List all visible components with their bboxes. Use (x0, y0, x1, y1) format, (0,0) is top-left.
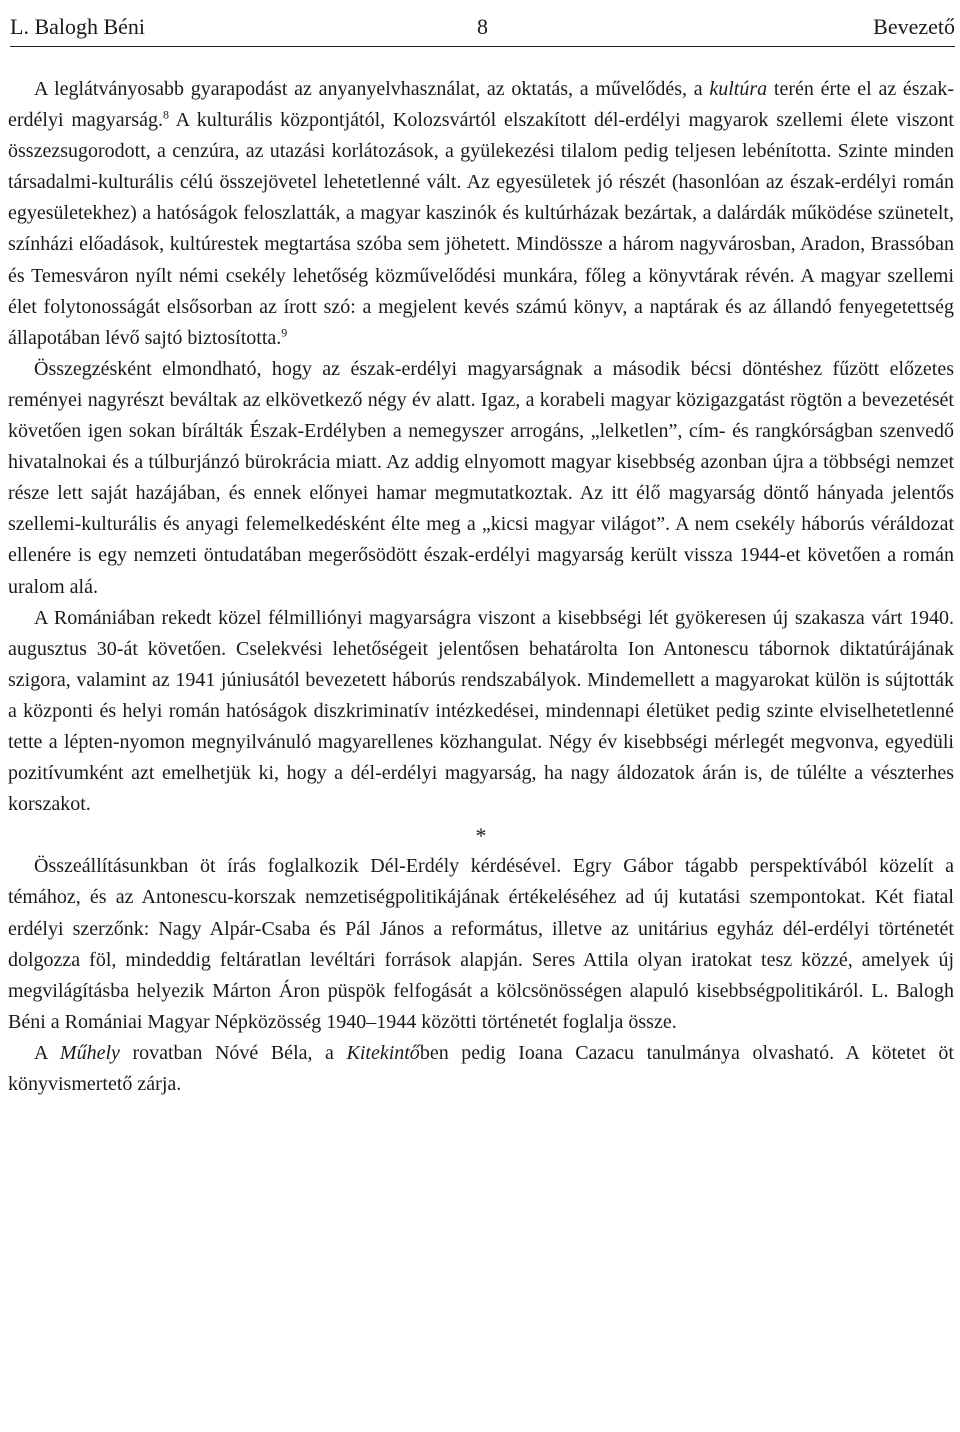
paragraph-3: A Romániában rekedt közel félmilliónyi magyarságra viszont a kisebbségi lét gyökeresen új szakasza várt 1940. augusztus 30-át követően. Cselekvési lehetőségeit jelentősen behatárolta Ion Antonescu tábornok diktatúrájának szigora, valamint az 1941 júniusától bevezetett háborús rendszabályok. Mindemellett a magyarokat külön is sújtották a központi és helyi román hatóságok diszkriminatív intézkedései, mindennapi életüket pedig szinte elviselhetetlenné tette a lépten-nyomon megnyilvánuló magyarellenes közhangulat. Négy év kisebbségi mérlegét megvonva, egyedüli pozitívumként azt emelhetjük ki, hogy a dél-erdélyi magyarság, ha nagy áldozatok árán is, de túlélte a vészterhes korszakot. (8, 606, 954, 816)
text-run: A (34, 1041, 60, 1064)
footnote-ref[interactable]: 9 (281, 325, 288, 340)
paragraph-1 (8, 74, 954, 354)
text-run: rovatban Nóvé Béla, a (119, 1041, 347, 1064)
header-section: Bevezető (873, 14, 955, 39)
header-page-number: 8 (477, 14, 488, 39)
italic-text: Műhely (59, 1041, 120, 1064)
text-run: terén érte el az észak-erdélyi magyarság. (8, 78, 955, 132)
body-text (8, 74, 954, 1100)
header-author: L. Balogh Béni (10, 14, 146, 39)
italic-text: kultúra (709, 78, 768, 100)
paragraph-2: Összegzésként elmondható, hogy az észak-erdélyi magyarságnak a második bécsi döntéshez fűzött előzetes reményei nagyrészt beváltak az elkövetkező négy év alatt. Igaz, a korabeli magyar közigazgatást rögtön a bevezetését követően igen sokan bírálták Észak-Erdélyben a nemegyszer arrogáns, „lelketlen”, cím- és rangkórságban szenvedő hivatalnokai és a túlburjánzó bürokrácia miatt. Az addig elnyomott magyar kisebbség azonban újra a többségi nemzet része lett saját hazájában, és ennek előnyei hamar megmutatkoztak. Az itt élő magyarság döntő hányada jelentős szellemi-kulturális és anyagi felemelkedésként élte meg a „kicsi magyar világot”. A nem csekély háborús véráldozat ellenére is egy nemzeti öntudatában megerősödött észak-erdélyi magyarság került vissza 1944-et követően a román uralom alá. (8, 357, 954, 598)
running-header (10, 6, 955, 47)
section-separator: * (475, 823, 487, 849)
footnote-ref[interactable]: 8 (162, 107, 169, 122)
text-run: ben pedig Ioana Cazacu tanulmánya olvasható. A kötetet öt könyvismertető zárja. (8, 1041, 954, 1095)
italic-text: Kitekintő (346, 1041, 420, 1064)
text-run: A leglátványosabb gyarapodást az anyanyelvhasználat, az oktatás, a művelődés, a (34, 78, 710, 100)
text-run: A kulturális központjától, Kolozsvártól elszakított dél-erdélyi magyarok szellemi élete viszont összezsugorodott, a cenzúra, az utazási korlátozások, a gyülekezési tilalom pedig teljesen lebénította. Szinte minden társadalmi-kulturális célú összejövetel lehetetlenné vált. Az egyesületek jó részét (hasonlóan az észak-erdélyi román egyesületekhez) a hatóságok feloszlatták, a magyar kaszinók és kultúrházak bezártak, a dalárdák működése szünetelt, színházi előadások, kultúrestek megtartása szóba sem jöhetett. Mindössze a három nagyvárosban, Aradon, Brassóban és Temesváron nyílt némi csekély lehetőség közművelődési munkára, főleg a könyvtárak révén. A magyar szellemi élet folytonosságát elsősorban az írott szó: a megjelent kevés számú könyv, a naptárak és az állandó fenyegetettség állapotában lévő sajtó biztosította. (8, 109, 954, 349)
paragraph-5 (8, 1038, 954, 1100)
paragraph-4: Összeállításunkban öt írás foglalkozik Dél-Erdély kérdésével. Egry Gábor tágabb perspektívából közelít a témához, és az Antonescu-korszak nemzetiségpolitikájának értékeléséhez ad új kutatási szempontokat. Két fiatal erdélyi szerzőnk: Nagy Alpár-Csaba és Pál János a református, illetve az unitárius egyház dél-erdélyi történetét dolgozza föl, mindeddig feltáratlan levéltári források alapján. Seres Attila olyan iratokat tesz közzé, amelyek új megvilágításba helyezik Márton Áron püspök felfogását a kölcsönösségen alapuló kisebbségpolitikáról. L. Balogh Béni a Romániai Magyar Népközösség 1940–1944 közötti történetét foglalja össze. (8, 855, 954, 1033)
